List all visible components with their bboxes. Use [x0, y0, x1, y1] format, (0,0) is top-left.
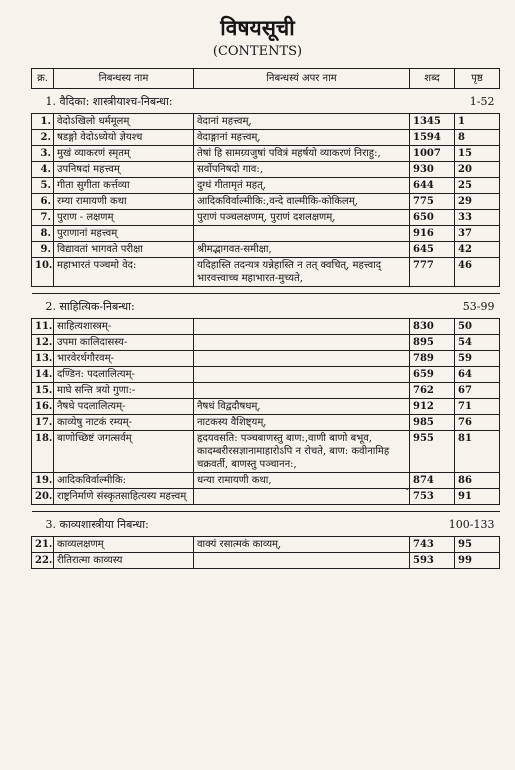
page-number: 15: [455, 146, 500, 162]
print-speck: [406, 488, 408, 490]
word-count: 753: [410, 489, 455, 505]
word-count: 775: [410, 194, 455, 210]
page-number: 76: [455, 415, 500, 431]
essay-alternate-name: [194, 351, 410, 367]
essay-number: 13.: [32, 351, 54, 367]
column-header-alternate-name: निबन्धस्यं अपर नाम: [194, 69, 410, 89]
essay-number: 11.: [32, 319, 54, 335]
table-row: [32, 319, 500, 335]
page-number: 95: [455, 537, 500, 553]
table-row: [32, 114, 500, 130]
essay-number: 16.: [32, 399, 54, 415]
section-heading: 3. काव्यशास्त्रीया निबन्धा:: [45, 517, 149, 531]
essay-alternate-name: [194, 553, 410, 569]
essay-name: माघे सन्ति त्रयो गुणा:-: [54, 383, 194, 399]
section-spacer: [32, 505, 500, 512]
essay-name: नैषधे पदलालित्यम्-: [54, 399, 194, 415]
essay-name: उपमा कालिदासस्य-: [54, 335, 194, 351]
essay-alternate-name: [194, 383, 410, 399]
page-number: 25: [455, 178, 500, 194]
table-row: [32, 242, 500, 258]
essay-number: 7.: [32, 210, 54, 226]
table-row: [32, 351, 500, 367]
essay-name: रीतिरात्मा काव्यस्य: [54, 553, 194, 569]
essay-alternate-name: [194, 319, 410, 335]
page-number: 50: [455, 319, 500, 335]
page-number: 64: [455, 367, 500, 383]
essay-alternate-name: दुग्धं गीतामृतं महत्,: [194, 178, 410, 194]
page-number: 67: [455, 383, 500, 399]
table-row: [32, 194, 500, 210]
section-page-range: 100-133: [448, 517, 495, 531]
page-number: 59: [455, 351, 500, 367]
essay-alternate-name: धन्या रामायणी कथा,: [194, 473, 410, 489]
table-row: [32, 258, 500, 287]
section-spacer: [32, 287, 500, 294]
page-number: 1: [455, 114, 500, 130]
column-header-number: क्र.: [32, 69, 54, 89]
essay-name: दण्डिन: पदलालित्यम्-: [54, 367, 194, 383]
essay-alternate-name: [194, 489, 410, 505]
section-page-range: 53-99: [462, 299, 495, 313]
page-number: 46: [455, 258, 500, 287]
word-count: 985: [410, 415, 455, 431]
essay-number: 15.: [32, 383, 54, 399]
essay-number: 20.: [32, 489, 54, 505]
table-row: [32, 399, 500, 415]
essay-alternate-name: पुराणं पञ्चलक्षणम्, पुराणं दशलक्षणम्,: [194, 210, 410, 226]
page-number: 54: [455, 335, 500, 351]
essay-alternate-name: श्रीमद्भागवत-समीक्षा,: [194, 242, 410, 258]
essay-alternate-name: सर्वोपनिषदो गाव:,: [194, 162, 410, 178]
essay-number: 21.: [32, 537, 54, 553]
word-count: 762: [410, 383, 455, 399]
essay-number: 14.: [32, 367, 54, 383]
essay-alternate-name: वेदानां महत्त्वम्,: [194, 114, 410, 130]
word-count: 777: [410, 258, 455, 287]
word-count: 743: [410, 537, 455, 553]
essay-name: मुखं व्याकरणं स्मृतम्: [54, 146, 194, 162]
table-row: [32, 162, 500, 178]
essay-name: साहित्यशास्त्रम्-: [54, 319, 194, 335]
section-heading-row: [32, 512, 500, 537]
page-number: 91: [455, 489, 500, 505]
essay-alternate-name: तेषां हि सामग्र्यजुषां पवित्रं महर्षयो व्याकरणं निराहु:,: [194, 146, 410, 162]
table-row: [32, 226, 500, 242]
word-count: 895: [410, 335, 455, 351]
word-count: 1007: [410, 146, 455, 162]
section-heading: 1. वैदिका: शास्त्रीयाश्च-निबन्धा:: [45, 94, 173, 108]
essay-alternate-name: नाटकस्य वैशिष्ट्यम्,: [194, 415, 410, 431]
essay-number: 19.: [32, 473, 54, 489]
essay-alternate-name: नैषधं विद्वदौषधम्,: [194, 399, 410, 415]
page-title: विषयसूची: [220, 15, 295, 40]
essay-name: गीता सुगीता कर्त्तव्या: [54, 178, 194, 194]
word-count: 650: [410, 210, 455, 226]
contents-table: [31, 68, 500, 569]
page-subtitle: (CONTENTS): [212, 44, 303, 59]
page-number: 71: [455, 399, 500, 415]
page-number: 33: [455, 210, 500, 226]
table-row: [32, 415, 500, 431]
table-row: [32, 553, 500, 569]
essay-number: 3.: [32, 146, 54, 162]
column-header-page: पृष्ठ: [455, 69, 500, 89]
essay-name: षडङ्गो वेदोऽध्येयो ज्ञेयश्च: [54, 130, 194, 146]
word-count: 593: [410, 553, 455, 569]
word-count: 659: [410, 367, 455, 383]
word-count: 789: [410, 351, 455, 367]
word-count: 912: [410, 399, 455, 415]
page-number: 29: [455, 194, 500, 210]
table-row: [32, 383, 500, 399]
page-number: 42: [455, 242, 500, 258]
word-count: 830: [410, 319, 455, 335]
section-heading: 2. साहित्यिक-निबन्धा:: [45, 299, 135, 313]
essay-number: 18.: [32, 431, 54, 473]
essay-number: 22.: [32, 553, 54, 569]
essay-name: पुराण - लक्षणम्: [54, 210, 194, 226]
essay-number: 8.: [32, 226, 54, 242]
table-row: [32, 367, 500, 383]
page-number: 37: [455, 226, 500, 242]
table-row: [32, 178, 500, 194]
word-count: 930: [410, 162, 455, 178]
table-row: [32, 489, 500, 505]
essay-alternate-name: वाक्यं रसात्मकं काव्यम्,: [194, 537, 410, 553]
essay-alternate-name: [194, 335, 410, 351]
essay-number: 9.: [32, 242, 54, 258]
essay-name: भारवेरर्थगौरवम्-: [54, 351, 194, 367]
page-number: 86: [455, 473, 500, 489]
page-number: 20: [455, 162, 500, 178]
essay-alternate-name: हृदयवसति: पञ्चबाणस्तु बाण:,वाणी बाणो बभूव, कादम्बरीरसज्ञानामाहारोऽपि न रोचते, बाण: कवीनामिह चक्रवर्ती, बाणस्तु पञ्चानन:,: [194, 431, 410, 473]
essay-number: 1.: [32, 114, 54, 130]
column-header-words: शब्द: [410, 69, 455, 89]
essay-name: काव्येषु नाटकं रम्यम्-: [54, 415, 194, 431]
essay-number: 2.: [32, 130, 54, 146]
essay-name: रम्या रामायणी कथा: [54, 194, 194, 210]
essay-number: 12.: [32, 335, 54, 351]
section-page-range: 1-52: [469, 94, 495, 108]
page-number: 81: [455, 431, 500, 473]
table-row: [32, 537, 500, 553]
essay-name: बाणोच्छिष्टं जगत्सर्वम्: [54, 431, 194, 473]
word-count: 916: [410, 226, 455, 242]
page-number: 8: [455, 130, 500, 146]
page-number: 99: [455, 553, 500, 569]
table-header-row: [32, 69, 500, 89]
essay-number: 17.: [32, 415, 54, 431]
word-count: 874: [410, 473, 455, 489]
section-heading-row: [32, 294, 500, 319]
word-count: 1594: [410, 130, 455, 146]
word-count: 1345: [410, 114, 455, 130]
essay-number: 4.: [32, 162, 54, 178]
essay-alternate-name: वेदाङ्गानां महत्त्वम्,: [194, 130, 410, 146]
section-heading-row: [32, 89, 500, 114]
essay-name: विद्यावतां भागवते परीक्षा: [54, 242, 194, 258]
essay-name: पुराणानां महत्त्वम्: [54, 226, 194, 242]
essay-number: 6.: [32, 194, 54, 210]
table-row: [32, 146, 500, 162]
essay-name: आदिकविर्वाल्मीकि:: [54, 473, 194, 489]
column-header-essay-name: निबन्धस्य नाम: [54, 69, 194, 89]
word-count: 644: [410, 178, 455, 194]
table-row: [32, 130, 500, 146]
essay-number: 5.: [32, 178, 54, 194]
essay-name: महाभारतं पञ्चमो वेद:: [54, 258, 194, 287]
table-row: [32, 431, 500, 473]
essay-name: काव्यलक्षणम्: [54, 537, 194, 553]
essay-name: राष्ट्रनिर्माणे संस्कृतसाहित्यस्य महत्त्वम्: [54, 489, 194, 505]
word-count: 955: [410, 431, 455, 473]
table-row: [32, 335, 500, 351]
table-row: [32, 473, 500, 489]
essay-name: उपनिषदां महत्त्वम्: [54, 162, 194, 178]
table-row: [32, 210, 500, 226]
essay-alternate-name: [194, 226, 410, 242]
essay-alternate-name: [194, 367, 410, 383]
essay-alternate-name: आदिकविर्वाल्मीकि:,वन्दे वाल्मीकि-कोकिलम्,: [194, 194, 410, 210]
essay-number: 10.: [32, 258, 54, 287]
essay-alternate-name: यदिहास्ति तदन्यत्र यन्नेहास्ति न तत् क्वचित्, महत्त्वाद् भारवत्त्वाच्च महाभारत-मुच्यते,: [194, 258, 410, 287]
essay-name: वेदोऽखिलो धर्ममूलम्: [54, 114, 194, 130]
word-count: 645: [410, 242, 455, 258]
